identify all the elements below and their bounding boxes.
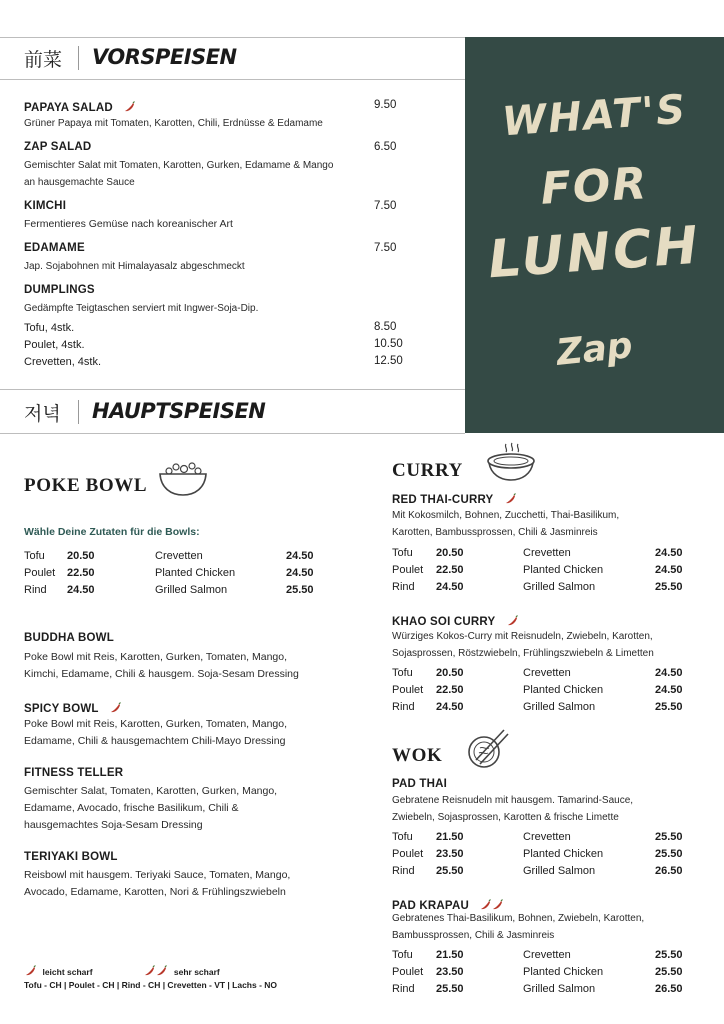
mains-heading: HAUPTSPEISEN	[92, 399, 266, 423]
origin-note: Tofu - CH | Poulet - CH | Rind - CH | Crevetten - VT | Lachs - NO	[24, 980, 278, 990]
option-price: 26.50	[655, 865, 683, 877]
option-protein: Grilled Salmon	[523, 865, 596, 877]
option-price: 23.50	[436, 848, 464, 860]
option-row	[392, 947, 692, 964]
option-price: 24.50	[286, 550, 314, 562]
wok-icon	[462, 726, 510, 774]
option-protein: Poulet	[24, 567, 56, 579]
option-price: 21.50	[436, 831, 464, 843]
item-price: 7.50	[374, 200, 397, 212]
chili-icon	[504, 493, 516, 505]
item-name: EDAMAME	[24, 242, 85, 254]
option-price: 22.50	[436, 684, 464, 696]
item-price: 9.50	[374, 99, 397, 111]
item-description: Fermentieres Gemüse nach koreanischer Art	[24, 218, 233, 230]
option-protein: Planted Chicken	[523, 564, 604, 576]
item-description: Gebratenes Thai-Basilikum, Bohnen, Zwiebeln, Karotten,	[392, 913, 645, 924]
option-protein: Rind	[392, 983, 415, 995]
dumpling-option: Poulet, 4stk.	[24, 339, 85, 351]
option-row	[24, 582, 324, 599]
option-price: 25.50	[286, 584, 314, 596]
option-price: 24.50	[655, 564, 683, 576]
option-price: 21.50	[436, 949, 464, 961]
item-description: Avocado, Edamame, Karotten, Nori & Frühlingszwiebeln	[24, 886, 286, 898]
mains-cjk-label: 저녁	[24, 403, 61, 425]
option-row	[24, 565, 324, 582]
option-row	[392, 964, 692, 981]
item-name: TERIYAKI BOWL	[24, 851, 118, 863]
option-price: 24.50	[286, 567, 314, 579]
option-protein: Planted Chicken	[523, 848, 604, 860]
option-price: 25.50	[655, 848, 683, 860]
banner-line-3: LUNCH	[486, 215, 703, 291]
poke-bowl-title: POKE BOWL	[24, 475, 148, 496]
option-row	[24, 548, 324, 565]
option-price: 25.50	[436, 865, 464, 877]
starters-heading: VORSPEISEN	[92, 45, 237, 69]
option-price: 24.50	[655, 684, 683, 696]
chili-icon	[24, 965, 36, 977]
option-price: 25.50	[655, 949, 683, 961]
option-price: 20.50	[436, 547, 464, 559]
option-row	[392, 863, 692, 880]
zap-logo: Zap	[554, 325, 635, 374]
chili-icon	[123, 101, 135, 113]
item-name: PAD THAI	[392, 778, 448, 790]
item-description: Mit Kokosmilch, Bohnen, Zucchetti, Thai-Basilikum,	[392, 510, 620, 521]
item-name: SPICY BOWL	[24, 703, 99, 715]
option-protein: Grilled Salmon	[523, 983, 596, 995]
mains-heading-divider	[0, 433, 465, 434]
heading-separator	[78, 400, 79, 424]
poke-options	[24, 548, 324, 599]
item-description: Gemischter Salat, Tomaten, Karotten, Gurken, Mango,	[24, 785, 278, 797]
legend-hot: sehr scharf	[173, 967, 220, 977]
starters-cjk-label: 前菜	[24, 49, 63, 71]
item-name: RED THAI-CURRY	[392, 494, 494, 506]
item-name: PAD KRAPAU	[392, 900, 469, 912]
option-row	[392, 579, 692, 596]
item-description: Kimchi, Edamame, Chili & hausgem. Soja-Sesam Dressing	[24, 668, 299, 680]
wok-options	[392, 947, 692, 998]
option-protein: Tofu	[392, 949, 413, 961]
option-protein: Rind	[392, 581, 415, 593]
item-name: KIMCHI	[24, 200, 67, 212]
option-protein: Grilled Salmon	[523, 581, 596, 593]
curry-options	[392, 545, 692, 596]
option-price: 23.50	[436, 966, 464, 978]
mains-top-divider	[0, 389, 465, 390]
top-divider	[0, 37, 465, 38]
lunch-banner	[465, 37, 724, 433]
curry-options	[392, 665, 692, 716]
item-description: Edamame, Avocado, frische Basilikum, Chili &	[24, 802, 239, 814]
option-price: 24.50	[67, 584, 95, 596]
option-row	[392, 829, 692, 846]
dumpling-price: 12.50	[374, 355, 403, 367]
option-protein: Crevetten	[523, 949, 571, 961]
spice-legend	[24, 962, 220, 980]
item-description: Edamame, Chili & hausgemachtem Chili-Mayo Dressing	[24, 735, 286, 747]
option-protein: Crevetten	[523, 831, 571, 843]
option-protein: Crevetten	[523, 547, 571, 559]
wok-options	[392, 829, 692, 880]
option-protein: Crevetten	[155, 550, 203, 562]
item-price: 7.50	[374, 242, 397, 254]
item-description: Sojasprossen, Röstzwiebeln, Frühlingszwiebeln & Limetten	[392, 648, 654, 659]
option-price: 25.50	[655, 966, 683, 978]
item-description: Gedämpfte Teigtaschen serviert mit Ingwer-Soja-Dip.	[24, 303, 259, 314]
option-price: 25.50	[655, 701, 683, 713]
option-protein: Tofu	[392, 547, 413, 559]
chili-icon	[143, 965, 155, 977]
wok-title: WOK	[392, 745, 443, 766]
bowl-icon	[157, 460, 209, 498]
option-row	[392, 562, 692, 579]
option-protein: Rind	[24, 584, 47, 596]
option-protein: Poulet	[392, 684, 424, 696]
option-protein: Tofu	[24, 550, 45, 562]
option-protein: Rind	[392, 865, 415, 877]
dumpling-option: Tofu, 4stk.	[24, 322, 75, 334]
dumpling-price: 8.50	[374, 321, 397, 333]
dumpling-price: 10.50	[374, 338, 403, 350]
item-description: Würziges Kokos-Curry mit Reisnudeln, Zwiebeln, Karotten,	[392, 631, 653, 642]
option-protein: Crevetten	[523, 667, 571, 679]
option-price: 24.50	[655, 547, 683, 559]
option-protein: Poulet	[392, 966, 424, 978]
item-description: hausgemachtes Soja-Sesam Dressing	[24, 819, 203, 831]
menu-item	[24, 699, 121, 717]
item-description: Gebratene Reisnudeln mit hausgem. Tamarind-Sauce,	[392, 795, 634, 806]
chili-icon	[491, 899, 503, 911]
option-protein: Planted Chicken	[155, 567, 236, 579]
option-protein: Tofu	[392, 831, 413, 843]
option-price: 25.50	[436, 983, 464, 995]
item-description: Zwiebeln, Sojasprossen, Karotten & frische Limette	[392, 812, 619, 823]
option-protein: Poulet	[392, 848, 424, 860]
item-description: Karotten, Bambussprossen, Chili & Jasminreis	[392, 527, 598, 538]
option-row	[392, 545, 692, 562]
menu-item	[392, 490, 516, 508]
option-row	[392, 682, 692, 699]
item-description: an hausgemachte Sauce	[24, 177, 135, 188]
option-protein: Poulet	[392, 564, 424, 576]
curry-title: CURRY	[392, 460, 463, 481]
item-name: DUMPLINGS	[24, 284, 95, 296]
item-description: Gemischter Salat mit Tomaten, Karotten, Gurken, Edamame & Mango	[24, 160, 334, 171]
option-protein: Tofu	[392, 667, 413, 679]
item-name: PAPAYA SALAD	[24, 102, 113, 114]
item-description: Jap. Sojabohnen mit Himalayasalz abgeschmeckt	[24, 261, 245, 272]
curry-bowl-icon	[486, 442, 536, 482]
option-price: 25.50	[655, 831, 683, 843]
option-protein: Planted Chicken	[523, 966, 604, 978]
chili-icon	[109, 702, 121, 714]
option-row	[392, 699, 692, 716]
poke-subtitle: Wähle Deine Zutaten für die Bowls:	[24, 526, 200, 538]
option-price: 22.50	[67, 567, 95, 579]
option-protein: Planted Chicken	[523, 684, 604, 696]
item-name: KHAO SOI CURRY	[392, 616, 496, 628]
option-price: 26.50	[655, 983, 683, 995]
option-row	[392, 981, 692, 998]
item-name: FITNESS TELLER	[24, 767, 124, 779]
heading-separator	[78, 46, 79, 70]
chili-icon	[506, 615, 518, 627]
option-price: 22.50	[436, 564, 464, 576]
option-price: 24.50	[436, 581, 464, 593]
option-row	[392, 665, 692, 682]
legend-mild: leicht scharf	[42, 967, 93, 977]
option-protein: Rind	[392, 701, 415, 713]
item-price: 6.50	[374, 141, 397, 153]
item-description: Poke Bowl mit Reis, Karotten, Gurken, Tomaten, Mango,	[24, 718, 288, 730]
option-price: 25.50	[655, 581, 683, 593]
option-price: 20.50	[436, 667, 464, 679]
option-price: 20.50	[67, 550, 95, 562]
option-price: 24.50	[436, 701, 464, 713]
option-price: 24.50	[655, 667, 683, 679]
item-description: Bambussprossen, Chili & Jasminreis	[392, 930, 555, 941]
item-description: Grüner Papaya mit Tomaten, Karotten, Chili, Erdnüsse & Edamame	[24, 118, 323, 129]
starters-heading-divider	[0, 79, 465, 80]
item-description: Reisbowl mit hausgem. Teriyaki Sauce, Tomaten, Mango,	[24, 869, 291, 881]
menu-item	[24, 98, 135, 116]
banner-line-1: WHAT'S	[500, 86, 689, 146]
chili-icon	[479, 899, 491, 911]
dumpling-option: Crevetten, 4stk.	[24, 356, 102, 368]
option-row	[392, 846, 692, 863]
chili-icon	[155, 965, 167, 977]
option-protein: Grilled Salmon	[155, 584, 228, 596]
option-protein: Grilled Salmon	[523, 701, 596, 713]
item-name: ZAP SALAD	[24, 141, 92, 153]
item-description: Poke Bowl mit Reis, Karotten, Gurken, Tomaten, Mango,	[24, 651, 288, 663]
item-name: BUDDHA BOWL	[24, 632, 114, 644]
banner-line-2: FOR	[539, 158, 650, 215]
